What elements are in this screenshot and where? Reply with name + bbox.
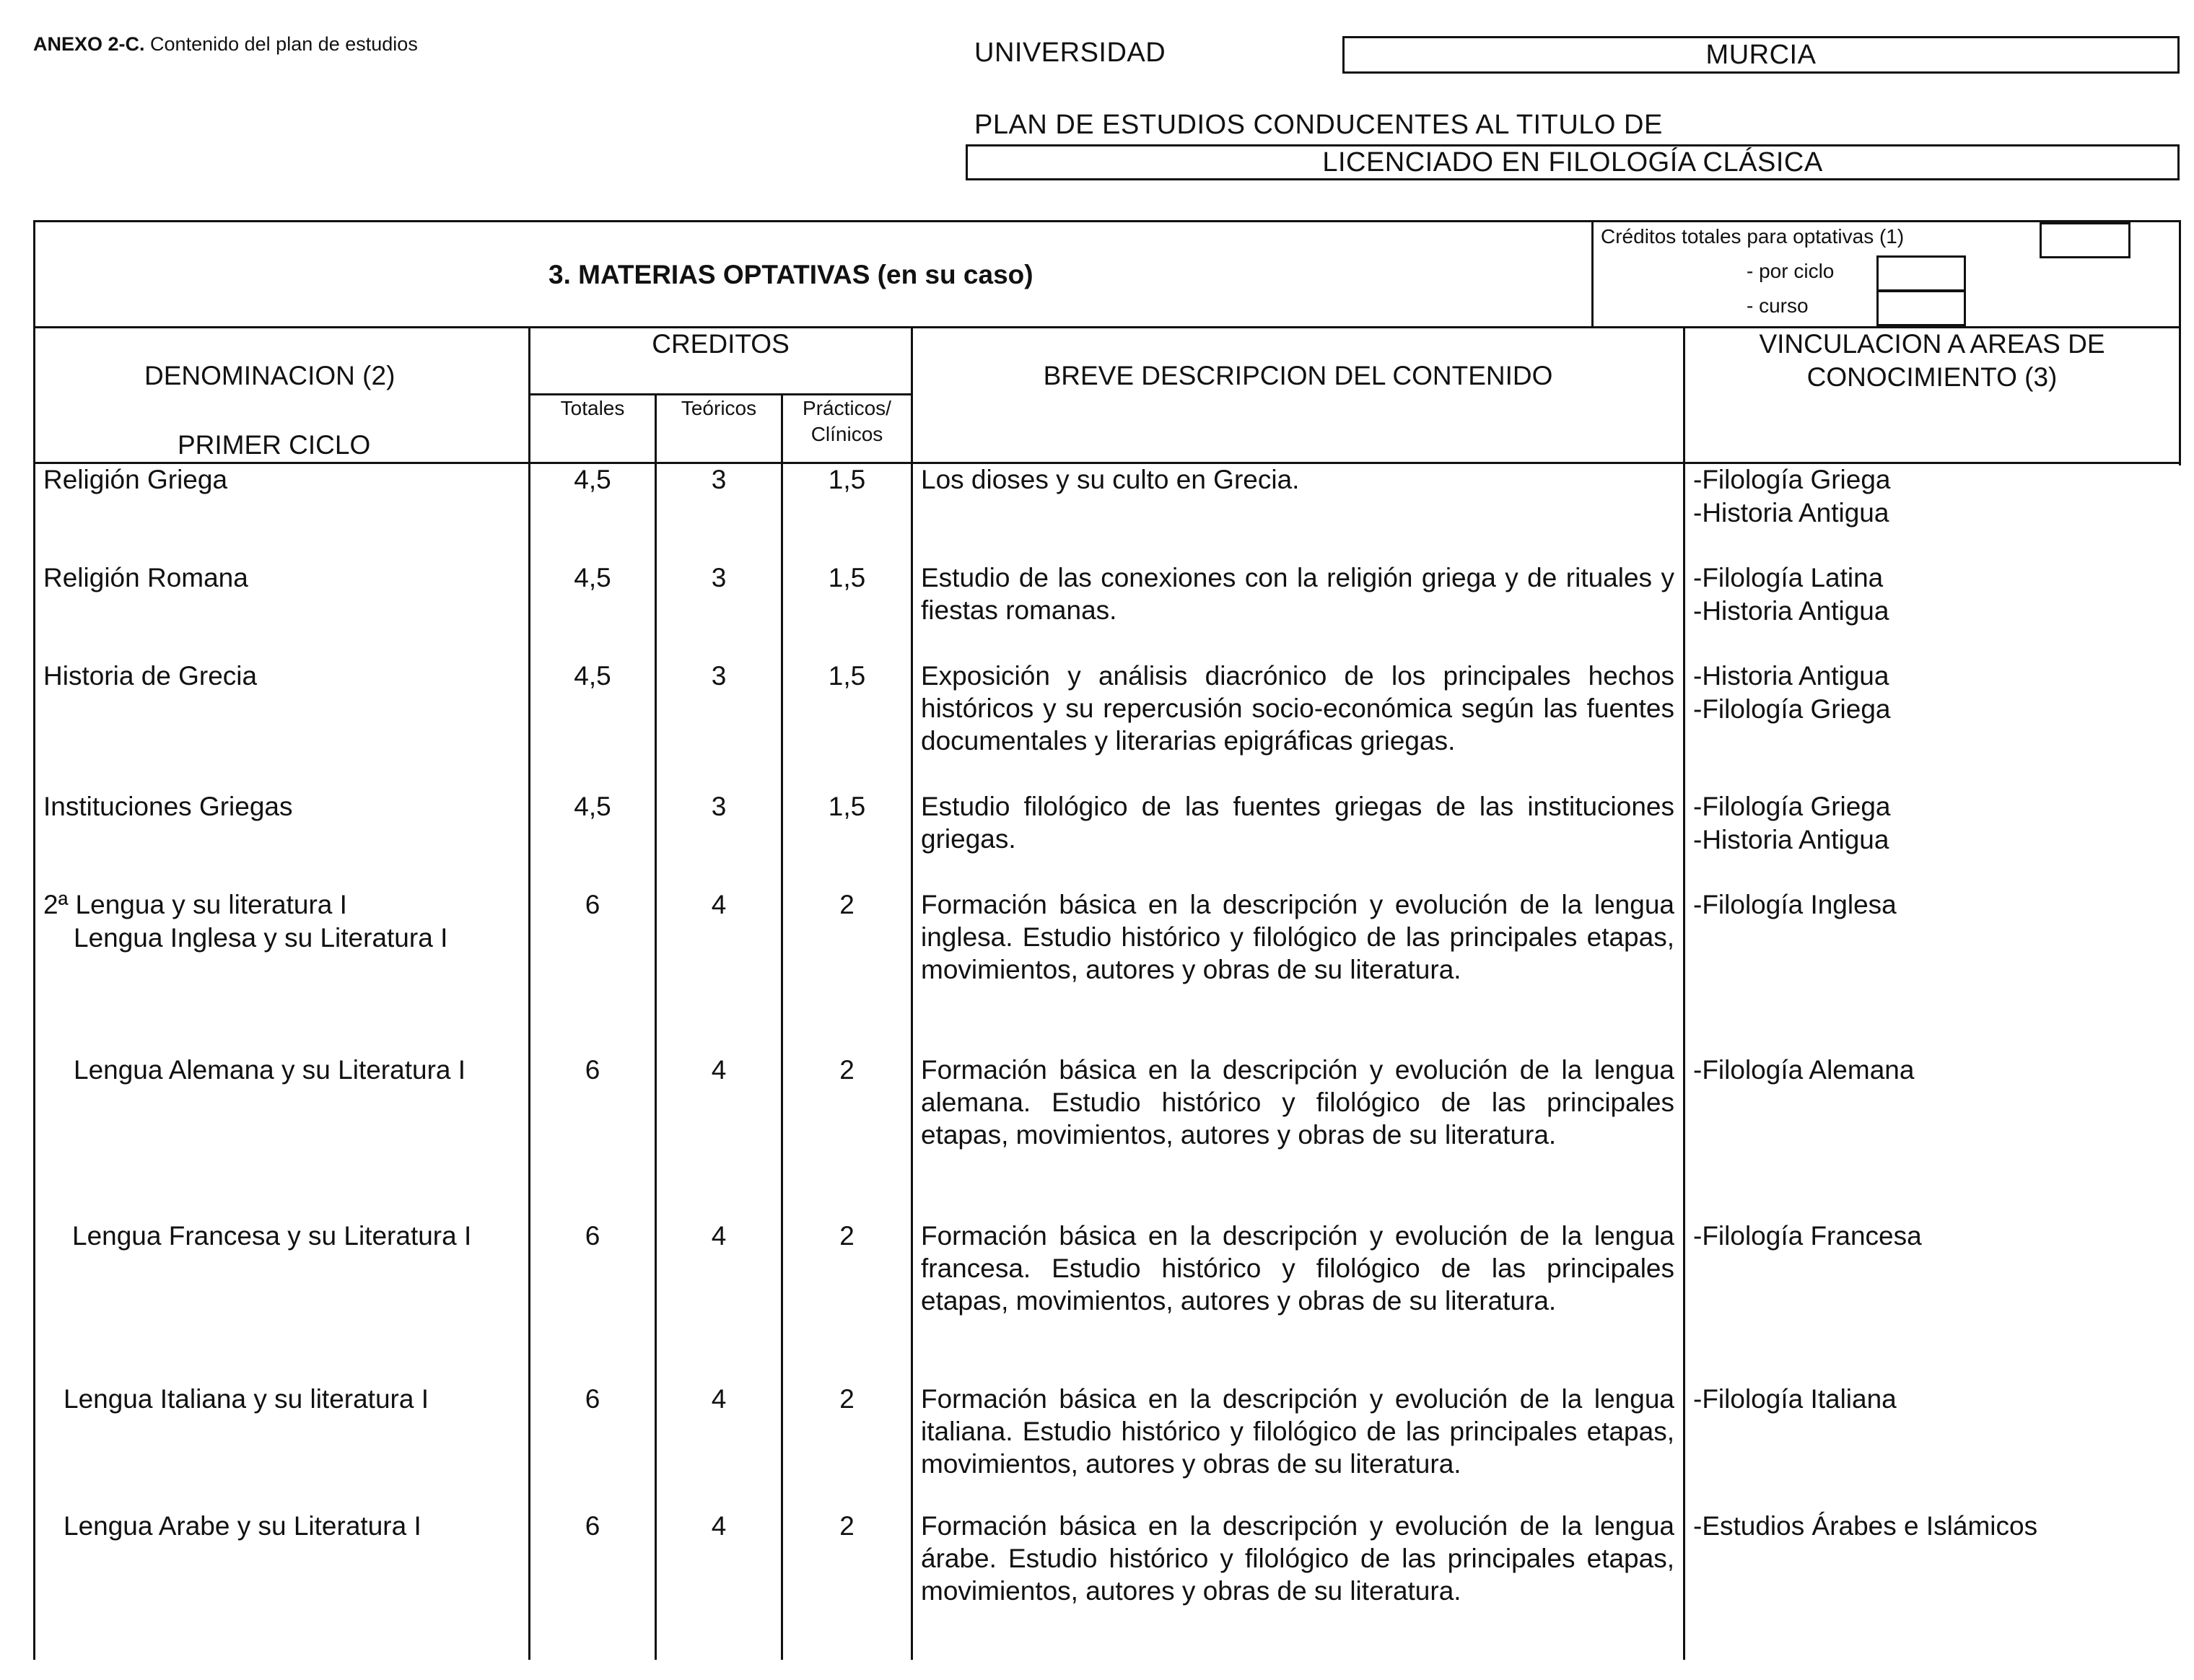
- plan-label: PLAN DE ESTUDIOS CONDUCENTES AL TITULO DE: [974, 110, 1663, 140]
- knowledge-area: -Filología Inglesa: [1693, 890, 1897, 919]
- subject-name: Instituciones Griegas: [43, 792, 293, 821]
- knowledge-area: -Filología Griega: [1693, 465, 1891, 494]
- col-vinculacion: [1685, 328, 2179, 394]
- col-cycle: PRIMER CICLO: [178, 430, 371, 460]
- subject-description: Formación básica en la descripción y evolución de la lengua francesa. Estudio histórico y filológico de las principales etapas, movimientos, autores y obras de su literatura.: [921, 1221, 1674, 1316]
- credits-practicos: 1,5: [828, 563, 866, 592]
- per-cycle-field[interactable]: [1876, 255, 1966, 292]
- degree-field: LICENCIADO EN FILOLOGÍA CLÁSICA: [966, 144, 2180, 180]
- knowledge-area: -Filología Latina: [1693, 563, 1884, 592]
- subject-description: Estudio de las conexiones con la religión griega y de rituales y fiestas romanas.: [921, 563, 1674, 625]
- credits-teoricos: 4: [711, 1055, 727, 1085]
- subject-name: 2ª Lengua y su literatura I: [43, 890, 347, 919]
- credits-totales: 4,5: [574, 661, 611, 691]
- credits-totales: 4,5: [574, 465, 611, 494]
- credits-practicos: 2: [839, 890, 855, 919]
- subject-description: Formación básica en la descripción y evolución de la lengua alemana. Estudio histórico y filológico de las principales etapas, movimientos, autores y obras de su literatura.: [921, 1055, 1674, 1150]
- subject-name: Lengua Italiana y su literatura I: [64, 1384, 429, 1414]
- subject-description: Los dioses y su culto en Grecia.: [921, 465, 1300, 494]
- credits-practicos: 2: [839, 1384, 855, 1414]
- col-totales: Totales: [560, 397, 625, 419]
- per-cycle-label: - por ciclo: [1747, 260, 1835, 282]
- knowledge-area: -Filología Francesa: [1693, 1221, 1922, 1251]
- credits-teoricos: 3: [711, 792, 727, 821]
- credits-practicos: 1,5: [828, 792, 866, 821]
- subject-name: Lengua Arabe y su Literatura I: [64, 1511, 421, 1541]
- credits-practicos: 1,5: [828, 661, 866, 691]
- knowledge-area: -Historia Antigua: [1693, 498, 1889, 528]
- subject-description: Exposición y análisis diacrónico de los principales hechos históricos y su repercusión socio-económica según las fuentes documentales y literarias epigráficas griegas.: [921, 661, 1674, 756]
- credits-teoricos: 3: [711, 661, 727, 691]
- credits-practicos: 1,5: [828, 465, 866, 494]
- col-creditos: CREDITOS: [652, 329, 790, 359]
- subject-name: Religión Romana: [43, 563, 248, 592]
- section-title: 3. MATERIAS OPTATIVAS (en su caso): [548, 260, 1033, 289]
- subject-description: Formación básica en la descripción y evolución de la lengua árabe. Estudio histórico y filológico de las principales etapas, movimientos, autores y obras de su literatura.: [921, 1511, 1674, 1606]
- col-practicos: [783, 395, 911, 447]
- subject-name: Historia de Grecia: [43, 661, 258, 691]
- subject-name: Lengua Francesa y su Literatura I: [72, 1221, 472, 1251]
- knowledge-area: -Historia Antigua: [1693, 661, 1889, 691]
- col-vinculacion-line1: VINCULACION A AREAS DE: [1759, 329, 2105, 359]
- credits-teoricos: 4: [711, 890, 727, 919]
- credits-totales: 6: [585, 1221, 600, 1251]
- col-practicos-line2: Clínicos: [810, 423, 883, 445]
- subject-name: Lengua Alemana y su Literatura I: [74, 1055, 466, 1085]
- credits-teoricos: 4: [711, 1511, 727, 1541]
- annex-text: Contenido del plan de estudios: [150, 33, 418, 55]
- credits-totales: 6: [585, 1055, 600, 1085]
- knowledge-area: -Filología Alemana: [1693, 1055, 1915, 1085]
- credits-teoricos: 3: [711, 465, 727, 494]
- col-teoricos: Teóricos: [681, 397, 757, 419]
- credits-totales: 4,5: [574, 792, 611, 821]
- knowledge-area: -Historia Antigua: [1693, 596, 1889, 626]
- credits-teoricos: 3: [711, 563, 727, 592]
- credits-practicos: 2: [839, 1221, 855, 1251]
- col-descripcion: BREVE DESCRIPCION DEL CONTENIDO: [1043, 361, 1553, 390]
- col-practicos-line1: Prácticos/: [803, 397, 891, 419]
- subject-description: Formación básica en la descripción y evolución de la lengua inglesa. Estudio histórico y filológico de las principales etapas, movimientos, autores y obras de su literatura.: [921, 890, 1674, 984]
- subject-name: Religión Griega: [43, 465, 228, 494]
- credits-totales: 6: [585, 1511, 600, 1541]
- credits-totales: 4,5: [574, 563, 611, 592]
- knowledge-area: -Filología Italiana: [1693, 1384, 1897, 1414]
- credits-practicos: 2: [839, 1511, 855, 1541]
- credits-teoricos: 4: [711, 1384, 727, 1414]
- credits-totales: 6: [585, 890, 600, 919]
- subject-name: Lengua Inglesa y su Literatura I: [74, 923, 448, 953]
- knowledge-area: -Estudios Árabes e Islámicos: [1693, 1511, 2038, 1541]
- per-course-field[interactable]: [1876, 290, 1966, 326]
- annex-heading: [33, 33, 418, 56]
- credits-total-label: Créditos totales para optativas (1): [1601, 225, 1905, 248]
- credits-teoricos: 4: [711, 1221, 727, 1251]
- annex-label: ANEXO 2-C.: [33, 33, 145, 55]
- credits-practicos: 2: [839, 1055, 855, 1085]
- subject-description: Formación básica en la descripción y evolución de la lengua italiana. Estudio histórico y filológico de las principales etapas, movimientos, autores y obras de su literatura.: [921, 1384, 1674, 1479]
- knowledge-area: -Historia Antigua: [1693, 825, 1889, 854]
- university-field: MURCIA: [1342, 36, 2180, 74]
- university-label: UNIVERSIDAD: [974, 38, 1166, 68]
- subject-description: Estudio filológico de las fuentes griegas de las instituciones griegas.: [921, 792, 1674, 854]
- col-denominacion: DENOMINACION (2): [144, 361, 395, 390]
- col-vinculacion-line2: CONOCIMIENTO (3): [1806, 362, 2058, 392]
- knowledge-area: -Filología Griega: [1693, 694, 1891, 724]
- credits-totales: 6: [585, 1384, 600, 1414]
- per-course-label: - curso: [1747, 294, 1809, 317]
- knowledge-area: -Filología Griega: [1693, 792, 1891, 821]
- credits-total-field[interactable]: [2040, 222, 2130, 258]
